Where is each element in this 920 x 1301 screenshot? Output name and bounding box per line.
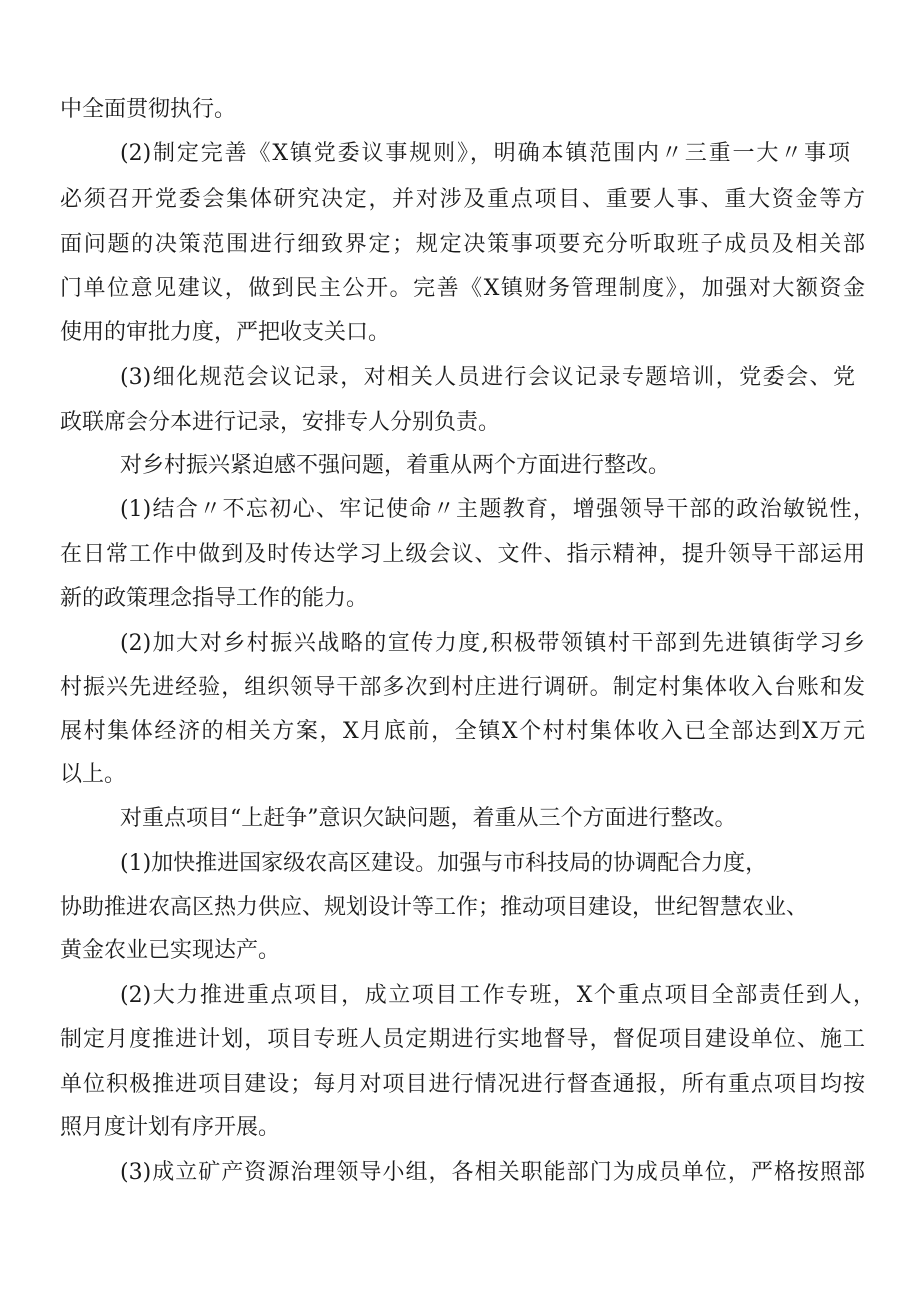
text-line-5: 门单位意见建议，做到民主公开。完善《X镇财务管理制度》，加强对大额资金	[60, 276, 865, 301]
text-line-1: 中全面贯彻执行。	[60, 97, 237, 122]
text-line-6: 使用的审批力度，严把收支关口。	[60, 320, 391, 345]
text-line-24: 照月度计划有序开展。	[60, 1115, 281, 1140]
text-line-20: 黄金农业已实现达产。	[60, 938, 281, 963]
text-line-15: 展村集体经济的相关方案，X月底前，全镇X个村村集体收入已全部达到X万元	[60, 719, 865, 744]
text-line-12: 新的政策理念指导工作的能力。	[60, 586, 369, 611]
text-line-3: 必须召开党委会集体研究决定，并对涉及重点项目、重要人事、重大资金等方	[60, 187, 865, 212]
text-line-16: 以上。	[60, 762, 127, 787]
text-line-11: 在日常工作中做到及时传达学习上级会议、文件、指示精神，提升领导干部运用	[60, 542, 865, 567]
text-line-23: 单位积极推进项目建设；每月对项目进行情况进行督查通报，所有重点项目均按	[60, 1072, 865, 1097]
text-line-21: (2)大力推进重点项目，成立项目工作专班，X个重点项目全部责任到人，	[120, 983, 875, 1008]
text-line-4: 面问题的决策范围进行细致界定；规定决策事项要充分听取班子成员及相关部	[60, 232, 865, 257]
text-line-8: 政联席会分本进行记录，安排专人分别负责。	[60, 410, 501, 435]
text-line-13: (2)加大对乡村振兴战略的宣传力度,积极带领镇村干部到先进镇街学习乡	[120, 631, 865, 656]
text-line-9: 对乡村振兴紧迫感不强问题，着重从两个方面进行整改。	[120, 453, 671, 478]
text-line-2: (2)制定完善《X镇党委议事规则》，明确本镇范围内〃三重一大〃事项	[120, 141, 850, 166]
text-line-22: 制定月度推进计划，项目专班人员定期进行实地督导，督促项目建设单位、施工	[60, 1027, 865, 1052]
text-line-19: 协助推进农高区热力供应、规划设计等工作；推动项目建设，世纪智慧农业、	[60, 895, 809, 920]
text-line-25: (3)成立矿产资源治理领导小组，各相关职能部门为成员单位，严格按照部	[120, 1160, 865, 1185]
text-line-7: (3)细化规范会议记录，对相关人员进行会议记录专题培训，党委会、党	[120, 365, 855, 390]
text-line-18: (1)加快推进国家级农高区建设。加强与市科技局的协调配合力度，	[120, 851, 768, 876]
text-line-10: (1)结合〃不忘初心、牢记使命〃主题教育，增强领导干部的政治敏锐性，	[120, 497, 875, 522]
text-line-17: 对重点项目“上赶争”意识欠缺问题，着重从三个方面进行整改。	[120, 806, 737, 831]
text-line-14: 村振兴先进经验，组织领导干部多次到村庄进行调研。制定村集体收入台账和发	[60, 675, 865, 700]
